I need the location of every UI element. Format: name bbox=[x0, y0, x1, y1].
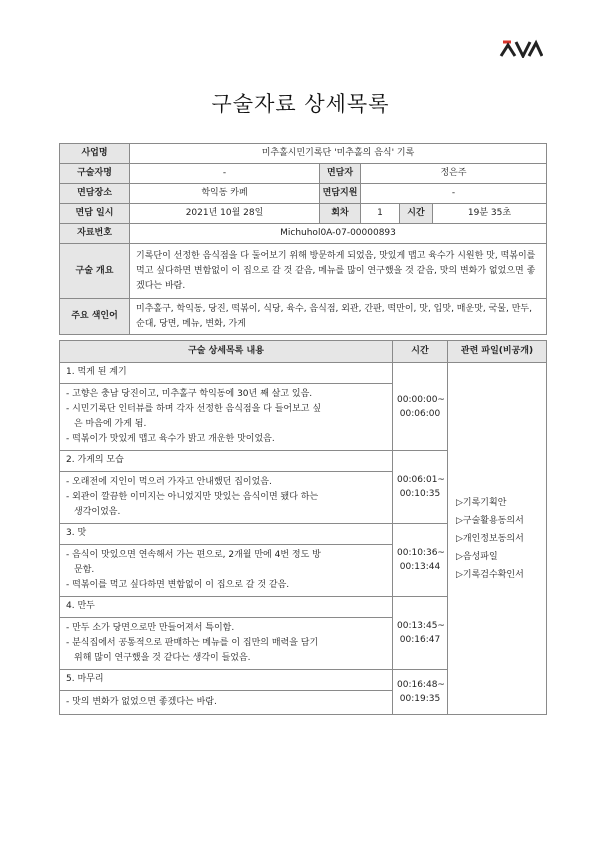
list-item: - 만두 소가 당면으로만 만들어져서 특이함. bbox=[66, 623, 235, 633]
section-title: 4. 만두 bbox=[60, 597, 392, 618]
detail-table bbox=[59, 340, 547, 715]
interviewer-label: 면담자 bbox=[320, 164, 361, 184]
narrator-value: - bbox=[130, 164, 320, 184]
project-label: 사업명 bbox=[60, 144, 130, 164]
page-title: 구술자료 상세목록 bbox=[211, 92, 390, 116]
file-link[interactable]: ▷구술활용동의서 bbox=[456, 515, 524, 526]
narrator-label: 구술자명 bbox=[60, 164, 130, 184]
time-header: 시간 bbox=[393, 341, 448, 363]
section-title: 1. 먹게 된 계기 bbox=[60, 363, 392, 384]
institution-logo-icon bbox=[499, 38, 543, 58]
section-title: 2. 가게의 모습 bbox=[60, 451, 392, 472]
list-item: - 떡볶이를 먹고 싶다하면 변함없이 이 집으로 갈 것 같음. bbox=[66, 580, 290, 590]
session-label: 회차 bbox=[320, 204, 361, 224]
list-item: - 음식이 맛있으면 연속해서 가는 편으로, 2개월 만에 4번 정도 방 bbox=[66, 550, 321, 560]
metadata-table bbox=[59, 143, 547, 335]
list-item: - 맛의 변화가 없었으면 좋겠다는 바람. bbox=[66, 697, 217, 707]
time-end: 00:13:44 bbox=[399, 562, 441, 572]
list-item: 생각이었음. bbox=[74, 507, 121, 517]
time-start: 00:06:01~ bbox=[397, 475, 445, 485]
project-value: 미추홀시민기록단 '미추홀의 음식' 기록 bbox=[130, 144, 547, 164]
table-row bbox=[60, 363, 547, 451]
time-end: 00:06:00 bbox=[399, 408, 441, 419]
supporter-value: - bbox=[361, 184, 547, 204]
time-start: 00:16:48~ bbox=[397, 680, 445, 690]
file-link[interactable]: ▷개인정보동의서 bbox=[456, 533, 524, 544]
duration-value: 19분 35초 bbox=[433, 204, 547, 224]
date-value: 2021년 10월 28일 bbox=[130, 204, 320, 224]
id-value: Michuhol0A-07-00000893 bbox=[130, 224, 547, 244]
summary-value: 기록단이 선정한 음식점을 다 둘어보기 위해 방문하게 되었음, 맛있게 맵고 육수가 시원한 맛, 떡볶이를 먹고 싶다하면 변함없이 이 집으로 갈 것 같음, 메뉴를 많이 연구했을 것 같음, 맛의 변화가 없었으면 좋겠다는 바람. bbox=[130, 244, 547, 299]
list-item: - 오래전에 지인이 먹으러 가자고 안내했던 집이었음. bbox=[66, 477, 272, 487]
list-item: - 시민기록단 인터뷰를 하며 각자 선정한 음식점을 다 들어보고 싶 bbox=[66, 404, 322, 414]
id-label: 자료번호 bbox=[60, 224, 130, 244]
content-header: 구술 상세목록 내용 bbox=[60, 341, 393, 363]
time-start: 00:13:45~ bbox=[397, 621, 445, 631]
list-item: - 떡볶이가 맛있게 맵고 육수가 밝고 개운한 맛이었음. bbox=[66, 434, 275, 444]
time-end: 00:19:35 bbox=[399, 694, 441, 704]
file-link[interactable]: ▷음성파일 bbox=[456, 551, 498, 562]
summary-label: 구술 개요 bbox=[60, 244, 130, 299]
date-label: 면담 일시 bbox=[60, 204, 130, 224]
interviewer-value: 정은주 bbox=[361, 164, 547, 184]
section-title: 5. 마무리 bbox=[60, 670, 392, 691]
related-files bbox=[448, 363, 547, 715]
list-item: 위해 많이 연구했을 것 같다는 생각이 들었음. bbox=[74, 653, 251, 663]
place-value: 학익동 카페 bbox=[130, 184, 320, 204]
keywords-label: 주요 색인어 bbox=[60, 299, 130, 335]
time-end: 00:16:47 bbox=[399, 635, 441, 645]
list-item: 은 마음에 가게 됨. bbox=[74, 419, 147, 429]
time-end: 00:10:35 bbox=[399, 489, 441, 499]
session-value: 1 bbox=[361, 204, 400, 224]
files-header: 관련 파일(비공개) bbox=[448, 341, 547, 363]
list-item: - 분식집에서 공통적으로 판매하는 메뉴를 이 집만의 매력을 담기 bbox=[66, 638, 319, 648]
time-start: 00:10:36~ bbox=[397, 548, 445, 558]
list-item: - 고향은 충남 당진이고, 미추홀구 학익동에 30년 째 살고 있음. bbox=[66, 389, 313, 399]
section-title: 3. 맛 bbox=[60, 524, 392, 545]
keywords-value: 미추홀구, 학익동, 당진, 떡볶이, 식당, 육수, 음식점, 외관, 간판, 떡만이, 맛, 입맛, 매운맛, 국물, 만두, 순대, 당면, 메뉴, 변화, 가게 bbox=[130, 299, 547, 335]
duration-label: 시간 bbox=[400, 204, 433, 224]
list-item: 문함. bbox=[74, 565, 95, 575]
file-link[interactable]: ▷기록기획안 bbox=[456, 497, 507, 508]
place-label: 면담장소 bbox=[60, 184, 130, 204]
file-link[interactable]: ▷기록검수확인서 bbox=[456, 569, 524, 580]
list-item: - 외관이 깔끔한 이미지는 아니었지만 맛있는 음식이면 됐다 하는 bbox=[66, 492, 319, 502]
supporter-label: 면담지원 bbox=[320, 184, 361, 204]
time-start: 00:00:00~ bbox=[397, 394, 445, 405]
